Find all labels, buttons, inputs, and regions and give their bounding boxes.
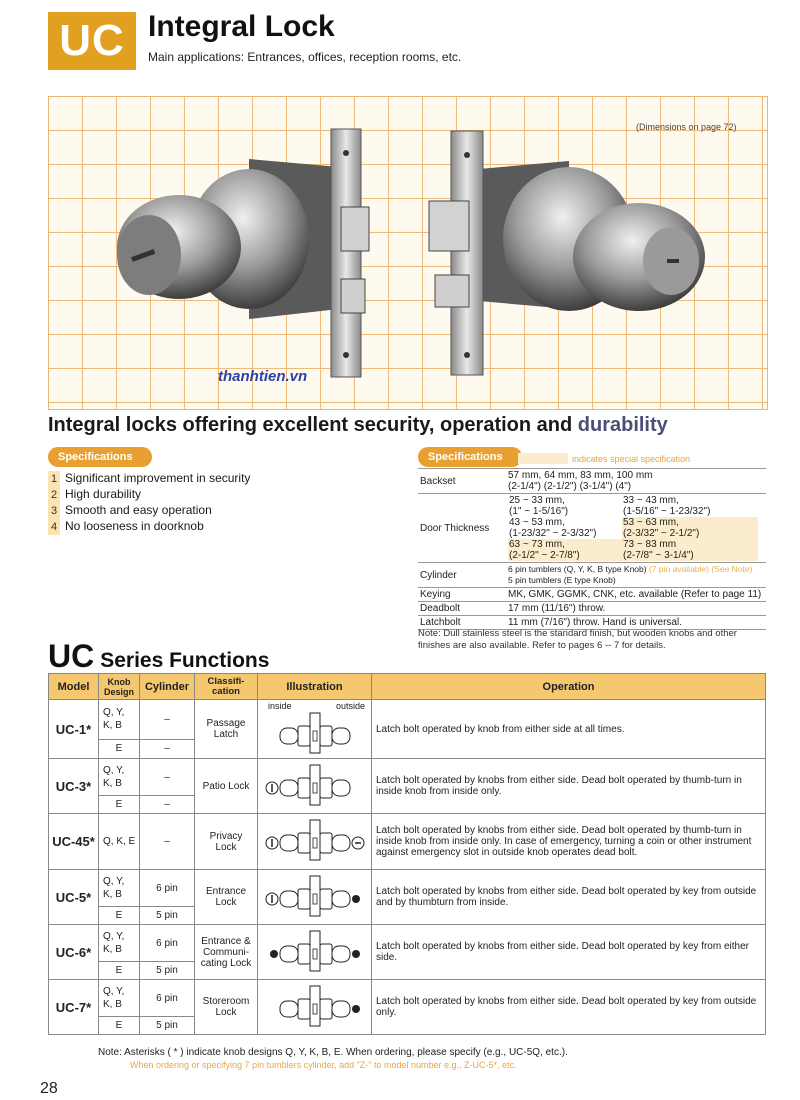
function-cylinder: 5 pin bbox=[140, 1017, 195, 1035]
col-cylinder: Cylinder bbox=[140, 674, 195, 700]
special-spec-legend: indicates special specification bbox=[572, 454, 691, 464]
function-row bbox=[49, 814, 766, 870]
function-cylinder: – bbox=[140, 739, 195, 758]
function-cylinder: – bbox=[140, 796, 195, 814]
spec-value bbox=[505, 469, 766, 494]
function-operation: Latch bolt operated by knobs from either side. Dead bolt operated by key from outside only. bbox=[372, 980, 766, 1035]
feature-item bbox=[48, 486, 378, 502]
lock-diagram-icon bbox=[258, 818, 371, 865]
function-operation: Latch bolt operated by knobs from either side. Dead bolt operated by key from outside and by thumbturn from inside. bbox=[372, 870, 766, 925]
feature-number: 2 bbox=[48, 487, 60, 503]
lock-illustration bbox=[49, 97, 767, 409]
function-row bbox=[49, 870, 766, 907]
specs-note: Note: Dull stainless steel is the standard finish, but wooden knobs and other finishes are also available. Refer to pages 6 -- 7 for details. bbox=[418, 628, 737, 651]
function-cylinder: – bbox=[140, 700, 195, 740]
function-cylinder: 6 pin bbox=[140, 980, 195, 1017]
feature-text: High durability bbox=[65, 487, 142, 501]
function-illustration bbox=[258, 814, 372, 870]
door-thickness-value: (1-5/16" ~ 1-23/32") bbox=[623, 506, 711, 517]
feature-number: 1 bbox=[48, 471, 60, 487]
function-knob-design: E bbox=[99, 962, 140, 980]
col-illustration: Illustration bbox=[258, 674, 372, 700]
function-illustration bbox=[258, 759, 372, 814]
logo-badge: UC bbox=[48, 12, 136, 70]
lock-diagram-icon bbox=[258, 711, 371, 758]
door-thickness-grid bbox=[508, 495, 763, 561]
specs-badge: Specifications bbox=[418, 447, 522, 467]
function-knob-design: E bbox=[99, 907, 140, 925]
cylinder-special: (7 pin available) (See Note) bbox=[648, 564, 753, 574]
function-knob-design: Q, Y, K, B bbox=[99, 700, 140, 740]
door-thickness-value: 53 ~ 63 mm, bbox=[622, 517, 758, 528]
spec-label: Keying bbox=[418, 588, 505, 602]
spec-label: Latchbolt bbox=[418, 616, 505, 630]
col-knob-design: Knob Design bbox=[99, 674, 140, 700]
function-cylinder: – bbox=[140, 814, 195, 870]
special-spec-swatch bbox=[518, 453, 568, 464]
backset-mm: 57 mm, 64 mm, 83 mm, 100 mm bbox=[508, 470, 653, 481]
lock-diagram-icon bbox=[258, 984, 371, 1031]
function-model: UC-7* bbox=[49, 980, 99, 1035]
door-thickness-value: 63 ~ 73 mm, bbox=[508, 539, 622, 550]
door-thickness-value: (1-23/32" ~ 2-3/32") bbox=[509, 528, 597, 539]
specs-row-cylinder bbox=[418, 563, 766, 588]
col-operation: Operation bbox=[372, 674, 766, 700]
footnote: Note: Asterisks ( * ) indicate knob designs Q, Y, K, B, E. When ordering, please specify (e.g., UC-5Q, etc.). bbox=[98, 1047, 568, 1058]
spec-value bbox=[505, 563, 766, 588]
function-model: UC-3* bbox=[49, 759, 99, 814]
feature-number: 4 bbox=[48, 519, 60, 535]
function-classification: Patio Lock bbox=[195, 759, 258, 814]
function-row bbox=[49, 980, 766, 1017]
specs-row-deadbolt bbox=[418, 602, 766, 616]
specs-row-backset bbox=[418, 469, 766, 494]
function-model: UC-6* bbox=[49, 925, 99, 980]
function-knob-design: Q, Y, K, B bbox=[99, 759, 140, 796]
cylinder-line2: 5 pin tumblers (E type Knob) bbox=[508, 575, 616, 585]
features-badge: Specifications bbox=[48, 447, 152, 467]
function-cylinder: 5 pin bbox=[140, 962, 195, 980]
function-row bbox=[49, 700, 766, 740]
spec-value bbox=[505, 494, 766, 563]
right-lock bbox=[429, 131, 705, 375]
door-thickness-value: 43 ~ 53 mm, bbox=[509, 517, 565, 528]
function-classification: Passage Latch bbox=[195, 700, 258, 759]
left-lock bbox=[117, 129, 369, 377]
function-knob-design: E bbox=[99, 1017, 140, 1035]
function-knob-design: E bbox=[99, 739, 140, 758]
cylinder-line1: 6 pin tumblers (Q, Y, K, B type Knob) bbox=[508, 564, 647, 574]
page-number: 28 bbox=[40, 1080, 58, 1097]
spec-label: Backset bbox=[418, 469, 505, 494]
feature-text: Significant improvement in security bbox=[65, 471, 251, 485]
page-subtitle: Main applications: Entrances, offices, reception rooms, etc. bbox=[148, 50, 462, 64]
label-outside: outside bbox=[335, 701, 365, 711]
function-knob-design: Q, Y, K, B bbox=[99, 980, 140, 1017]
function-illustration bbox=[258, 925, 372, 980]
function-operation: Latch bolt operated by knobs from either side. Dead bolt operated by thumb-turn in inside knob from inside only. In case of emergency, turning a coin or other instrument against emergency slot in outside knob operates dead bolt. bbox=[372, 814, 766, 870]
door-thickness-value: (1" ~ 1-5/16") bbox=[509, 506, 569, 517]
functions-table bbox=[48, 673, 766, 1035]
footnote-special: When ordering or specifying 7 pin tumblers cylinder, add "Z-" to model number e.g., Z-UC-5*, etc. bbox=[130, 1060, 517, 1070]
watermark: thanhtien.vn bbox=[218, 368, 308, 385]
function-knob-design: Q, K, E bbox=[99, 814, 140, 870]
series-title bbox=[48, 638, 269, 675]
col-classification: Classifi-cation bbox=[195, 674, 258, 700]
series-title-rest: Series Functions bbox=[100, 649, 270, 672]
specs-table bbox=[418, 468, 766, 630]
function-classification: Entrance Lock bbox=[195, 870, 258, 925]
function-knob-design: E bbox=[99, 796, 140, 814]
door-thickness-value: (2-3/32" ~ 2-1/2") bbox=[622, 528, 758, 539]
function-model: UC-1* bbox=[49, 700, 99, 759]
feature-text: Smooth and easy operation bbox=[65, 503, 212, 517]
function-cylinder: 6 pin bbox=[140, 925, 195, 962]
functions-header-row bbox=[49, 674, 766, 700]
function-operation: Latch bolt operated by knob from either side at all times. bbox=[372, 700, 766, 759]
page-title: Integral Lock bbox=[148, 10, 335, 43]
product-photo bbox=[48, 96, 768, 410]
function-operation: Latch bolt operated by knobs from either side. Dead bolt operated by key from either side. bbox=[372, 925, 766, 980]
function-operation: Latch bolt operated by knobs from either side. Dead bolt operated by thumb-turn in inside knob from inside only. bbox=[372, 759, 766, 814]
door-thickness-value: 33 ~ 43 mm, bbox=[623, 495, 679, 506]
function-model: UC-5* bbox=[49, 870, 99, 925]
spec-value: 11 mm (7/16") throw. Hand is universal. bbox=[505, 616, 766, 630]
feature-list bbox=[48, 470, 378, 534]
dimensions-note: (Dimensions on page 72) bbox=[636, 122, 737, 132]
spec-label: Deadbolt bbox=[418, 602, 505, 616]
spec-label: Door Thickness bbox=[418, 494, 505, 563]
function-knob-design: Q, Y, K, B bbox=[99, 870, 140, 907]
function-knob-design: Q, Y, K, B bbox=[99, 925, 140, 962]
function-model: UC-45* bbox=[49, 814, 99, 870]
door-thickness-value: 25 ~ 33 mm, bbox=[509, 495, 565, 506]
feature-text: No looseness in doorknob bbox=[65, 519, 204, 533]
label-inside: inside bbox=[268, 701, 292, 711]
headline-main: Integral locks offering excellent security, operation and bbox=[48, 414, 578, 436]
function-row bbox=[49, 925, 766, 962]
col-model: Model bbox=[49, 674, 99, 700]
series-title-uc: UC bbox=[48, 638, 95, 674]
function-illustration bbox=[258, 980, 372, 1035]
lock-diagram-icon bbox=[258, 874, 371, 921]
feature-item bbox=[48, 470, 378, 486]
door-thickness-value: (2-1/2" ~ 2-7/8") bbox=[508, 550, 622, 561]
function-cylinder: 5 pin bbox=[140, 907, 195, 925]
backset-inches: (2-1/4") (2-1/2") (3-1/4") (4") bbox=[508, 481, 632, 492]
spec-value: 17 mm (11/16") throw. bbox=[505, 602, 766, 616]
feature-item bbox=[48, 502, 378, 518]
function-illustration bbox=[258, 700, 372, 759]
spec-label: Cylinder bbox=[418, 563, 505, 588]
feature-item bbox=[48, 518, 378, 534]
headline-emphasis: durability bbox=[577, 414, 668, 436]
specs-row-keying bbox=[418, 588, 766, 602]
spec-value: MK, GMK, GGMK, CNK, etc. available (Refer to page 11) bbox=[505, 588, 766, 602]
function-classification: Storeroom Lock bbox=[195, 980, 258, 1035]
headline bbox=[48, 414, 668, 437]
specs-row-door-thickness bbox=[418, 494, 766, 563]
function-row bbox=[49, 759, 766, 796]
function-illustration bbox=[258, 870, 372, 925]
function-cylinder: 6 pin bbox=[140, 870, 195, 907]
door-thickness-value: (2-7/8" ~ 3-1/4") bbox=[622, 550, 758, 561]
lock-diagram-icon bbox=[258, 763, 371, 810]
lock-diagram-icon bbox=[258, 929, 371, 976]
door-thickness-value: 73 ~ 83 mm bbox=[622, 539, 758, 550]
feature-number: 3 bbox=[48, 503, 60, 519]
function-cylinder: – bbox=[140, 759, 195, 796]
function-classification: Privacy Lock bbox=[195, 814, 258, 870]
function-classification: Entrance & Communi-cating Lock bbox=[195, 925, 258, 980]
